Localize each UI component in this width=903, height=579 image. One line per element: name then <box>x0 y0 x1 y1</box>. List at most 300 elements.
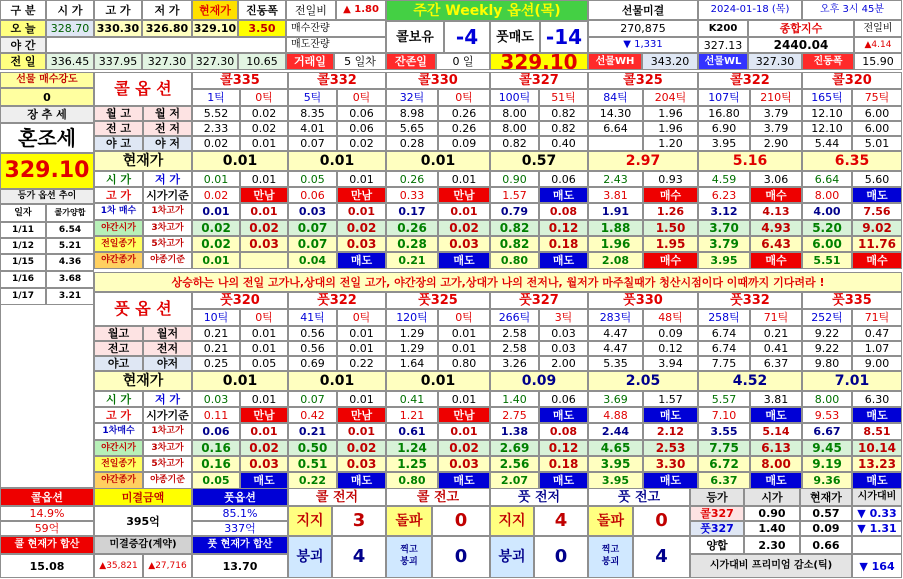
put-sup: 0.01 <box>337 423 386 440</box>
rank-sum: 3.21 <box>46 288 94 305</box>
prev-open: 336.45 <box>46 53 94 70</box>
call-tick-a: 107틱 <box>698 89 750 106</box>
put-sup: 1.25 <box>386 456 438 472</box>
put-val: 0.21 <box>192 326 240 341</box>
put-cur-label: 현재가 <box>94 371 192 391</box>
put-sup: 0.03 <box>337 456 386 472</box>
put-val: 3.26 <box>490 356 539 371</box>
time-label: 오후 3시 45분 <box>802 0 902 20</box>
vol-label: 거래일 <box>286 53 334 70</box>
put-tick-a: 258틱 <box>698 309 750 326</box>
weekly-title: 주간 Weekly 옵션(목) <box>386 0 588 21</box>
call-cur: 0.57 <box>490 151 588 171</box>
call-sup: 3.79 <box>698 236 750 252</box>
put-signal: 만남 <box>337 407 386 423</box>
call-open: 0.01 <box>192 171 240 187</box>
call-val: 3.79 <box>750 121 802 136</box>
bottom-lbl: 붕괴 <box>490 536 534 578</box>
put-high: 9.53 <box>802 407 852 423</box>
left-price: 329.10 <box>0 153 94 189</box>
put-high-lbl: 고 가 <box>94 407 143 423</box>
put-sup: 3.95 <box>588 472 643 489</box>
fwh-label: 선물WH <box>588 53 642 70</box>
call-val: 0.09 <box>438 136 490 151</box>
night-label: 야 간 <box>0 37 46 53</box>
call-strike: 콜335 <box>192 72 288 89</box>
put-tick-a: 120틱 <box>386 309 438 326</box>
call-sup: 0.01 <box>192 203 240 220</box>
put-val: 0.03 <box>539 326 588 341</box>
call-sup: 4.13 <box>750 203 802 220</box>
put-sup: 6.67 <box>802 423 852 440</box>
prev-delta: ▲ 1.80 <box>336 0 386 20</box>
hdr-low: 저 가 <box>142 0 192 20</box>
put-pct: 85.1% <box>192 506 288 521</box>
put-sup: 0.21 <box>288 423 337 440</box>
call-cur-label: 현재가 <box>94 151 192 171</box>
put-high: 2.75 <box>490 407 539 423</box>
call-open: 6.64 <box>802 171 852 187</box>
jd-value: 15.90 <box>854 53 902 70</box>
put-sup-label: 야종기준 <box>143 472 192 489</box>
jjik-top: 찍고 <box>400 545 418 556</box>
call-val: 0.82 <box>539 121 588 136</box>
jjik-top: 찍고 <box>601 545 620 556</box>
call-val: 0.02 <box>337 136 386 151</box>
call-sup: 0.79 <box>490 203 539 220</box>
yh-cur: 0.66 <box>800 536 852 554</box>
put-sup: 0.50 <box>288 440 337 456</box>
put-open: 5.57 <box>698 391 750 407</box>
call-opt-label: 콜옵션 <box>0 488 94 506</box>
call-low: 0.06 <box>539 171 588 187</box>
put-sup-label: 야간종가 <box>94 472 143 489</box>
put-open: 1.40 <box>490 391 539 407</box>
hdr-high: 고 가 <box>94 0 142 20</box>
put-high: 1.21 <box>386 407 438 423</box>
hdr-gubun: 구 분 <box>0 0 46 20</box>
call-sup: 3.70 <box>698 220 750 236</box>
today-open: 328.70 <box>46 20 94 37</box>
call-val: 0.82 <box>490 136 539 151</box>
call-sum-label: 콜 현재가 합산 <box>0 536 94 554</box>
call-low: 0.01 <box>337 171 386 187</box>
put-sup: 0.12 <box>539 440 588 456</box>
call-sup: 0.02 <box>192 236 240 252</box>
put-sup-label: 1차매수 <box>94 423 143 440</box>
put-val: 0.01 <box>337 326 386 341</box>
call-val: 1.20 <box>643 136 698 151</box>
hdr-open: 시 가 <box>46 0 94 20</box>
call-tick-b: 51틱 <box>539 89 588 106</box>
put-val: 0.41 <box>750 341 802 356</box>
call-val: 5.44 <box>802 136 852 151</box>
put-sup: 0.08 <box>539 423 588 440</box>
put-sup: 5.14 <box>750 423 802 440</box>
call-sup: 0.01 <box>240 203 288 220</box>
bottom-val: 0 <box>633 506 690 536</box>
call-val: 1.96 <box>643 121 698 136</box>
eq-call-cur: 0.57 <box>800 506 852 521</box>
put-sup: 0.05 <box>192 472 240 489</box>
today-high: 330.30 <box>94 20 142 37</box>
put-val: 1.07 <box>852 341 902 356</box>
call-high: 0.06 <box>288 187 337 203</box>
trend-value: 혼조세 <box>0 123 94 153</box>
call-val: 0.01 <box>240 136 288 151</box>
strength-label: 선물 매수강도 <box>0 72 94 88</box>
eq-call-open: 0.90 <box>744 506 800 521</box>
k200-value: 327.13 <box>698 37 748 53</box>
today-current: 329.10 <box>193 22 237 35</box>
put-sell-label: 풋매도 <box>490 21 540 53</box>
call-row-label: 월 고 <box>94 106 143 121</box>
call-sup: 0.02 <box>337 220 386 236</box>
bottom-lbl <box>588 536 633 578</box>
call-sup: 3.95 <box>698 252 750 269</box>
put-val: 0.03 <box>539 341 588 356</box>
oi-chg-a: ▲35,821 <box>94 554 143 578</box>
call-tick-a: 165틱 <box>802 89 852 106</box>
vol-value: 5 일차 <box>334 53 386 70</box>
kospi-value: 2440.04 <box>748 37 854 53</box>
call-sup: 2.08 <box>588 252 643 269</box>
put-val: 9.22 <box>802 326 852 341</box>
rank-date: 1/16 <box>0 271 46 288</box>
call-strike: 콜322 <box>698 72 802 89</box>
eq-hdr-1: 시가 <box>744 488 800 506</box>
call-val: 6.00 <box>852 106 902 121</box>
put-open-lbl: 시 가 <box>94 391 143 407</box>
put-sup: 0.06 <box>192 423 240 440</box>
call-val: 0.02 <box>240 106 288 121</box>
call-sup: 매수 <box>750 252 802 269</box>
put-row-label: 월고 <box>94 326 143 341</box>
bottom-hdr: 풋 전저 <box>490 488 588 506</box>
call-open: 4.59 <box>698 171 750 187</box>
bottom-val: 4 <box>332 536 386 578</box>
call-sup: 1.88 <box>588 220 643 236</box>
call-val: 3.95 <box>698 136 750 151</box>
call-val: 12.10 <box>802 121 852 136</box>
put-strike: 풋320 <box>192 292 288 309</box>
put-cur: 0.01 <box>386 371 490 391</box>
call-high: 8.00 <box>802 187 852 203</box>
put-low: 0.06 <box>539 391 588 407</box>
put-sup: 6.37 <box>698 472 750 489</box>
put-sup: 6.13 <box>750 440 802 456</box>
put-sup: 9.19 <box>802 456 852 472</box>
put-sup: 2.12 <box>643 423 698 440</box>
call-cur: 0.01 <box>192 151 288 171</box>
hdr-range: 진동폭 <box>238 0 286 20</box>
put-sup: 0.22 <box>288 472 337 489</box>
put-strike: 풋330 <box>588 292 698 309</box>
call-sup: 11.76 <box>852 236 902 252</box>
put-sup: 0.03 <box>240 456 288 472</box>
call-signal: 매수 <box>750 187 802 203</box>
call-val: 2.33 <box>192 121 240 136</box>
call-signal: 만남 <box>240 187 288 203</box>
put-val: 9.22 <box>802 341 852 356</box>
call-val: 1.96 <box>643 106 698 121</box>
put-val: 0.01 <box>337 341 386 356</box>
call-cur: 0.01 <box>386 151 490 171</box>
bottom-lbl: 돌파 <box>386 506 432 536</box>
call-row-label: 월 저 <box>143 106 192 121</box>
call-sum-value: 15.08 <box>0 554 94 578</box>
put-val: 0.56 <box>288 326 337 341</box>
call-sup: 0.17 <box>386 203 438 220</box>
put-strike: 풋332 <box>698 292 802 309</box>
call-val: 6.00 <box>852 121 902 136</box>
fwl-label: 선물WL <box>698 53 748 70</box>
prem-label: 시가대비 프리미엄 감소(틱) <box>690 554 852 578</box>
call-val: 0.28 <box>386 136 438 151</box>
fwh-value: 343.20 <box>642 53 698 70</box>
call-high: 1.57 <box>490 187 539 203</box>
put-val: 5.35 <box>588 356 643 371</box>
sell-remain: 매도잔량 <box>286 37 386 53</box>
notice-banner: 상승하는 나의 전일 고가나,상대의 전일 고가, 야간장의 고가,상대가 나의 전저나, 월저가 마주칠때가 청산시점이다 이때까지 기다려라 ! <box>94 272 902 292</box>
put-sup: 4.65 <box>588 440 643 456</box>
put-low: 0.01 <box>337 391 386 407</box>
bottom-val: 4 <box>534 506 588 536</box>
rank-date: 1/12 <box>0 238 46 254</box>
put-val: 2.58 <box>490 326 539 341</box>
call-sup: 0.82 <box>490 220 539 236</box>
put-val: 0.25 <box>192 356 240 371</box>
rank-sum: 6.54 <box>46 222 94 238</box>
put-sup: 0.01 <box>240 423 288 440</box>
bottom-val: 0 <box>432 506 490 536</box>
call-open: 0.05 <box>288 171 337 187</box>
call-sup: 1.95 <box>643 236 698 252</box>
put-tick-b: 71틱 <box>750 309 802 326</box>
put-open-lbl: 저 가 <box>143 391 192 407</box>
call-sup: 6.00 <box>802 236 852 252</box>
call-tick-b: 0틱 <box>337 89 386 106</box>
put-cur: 0.01 <box>192 371 288 391</box>
call-tick-a: 32틱 <box>386 89 438 106</box>
rank-label: 등가 옵션 추이 <box>0 189 94 204</box>
put-low: 0.01 <box>438 391 490 407</box>
fwl-value: 327.30 <box>748 53 802 70</box>
oi-chg-label: 미결증감(계약) <box>94 536 192 554</box>
put-sum-value: 13.70 <box>192 554 288 578</box>
call-tick-a: 1틱 <box>192 89 240 106</box>
call-sup-label: 야간시가 <box>94 220 143 236</box>
put-sup: 9.36 <box>802 472 852 489</box>
call-val: 0.26 <box>438 106 490 121</box>
put-tick-a: 252틱 <box>802 309 852 326</box>
hdr-current: 현재가 <box>192 0 238 20</box>
jjik-bottom: 붕괴 <box>601 557 620 567</box>
call-cur: 6.35 <box>802 151 902 171</box>
call-sup: 5.51 <box>802 252 852 269</box>
put-opt-label: 풋옵션 <box>192 488 288 506</box>
put-title: 풋 옵 션 <box>94 292 192 326</box>
yh-open: 2.30 <box>744 536 800 554</box>
prev-range: 10.65 <box>238 53 286 70</box>
call-sup-label: 3차고가 <box>143 220 192 236</box>
put-val: 0.80 <box>438 356 490 371</box>
call-sup: 1.50 <box>643 220 698 236</box>
put-low: 3.81 <box>750 391 802 407</box>
call-sup: 0.03 <box>288 203 337 220</box>
call-sup: 매도 <box>337 252 386 269</box>
put-sup: 1.24 <box>386 440 438 456</box>
put-high: 7.10 <box>698 407 750 423</box>
call-sup: 1.26 <box>643 203 698 220</box>
call-open-lbl: 시 가 <box>94 171 143 187</box>
prev-low: 327.30 <box>142 53 192 70</box>
put-cnt: 337억 <box>192 521 288 536</box>
put-val: 0.21 <box>192 341 240 356</box>
put-low: 0.01 <box>240 391 288 407</box>
call-strike: 콜332 <box>288 72 386 89</box>
put-row-label: 전저 <box>143 341 192 356</box>
call-high-lbl: 시가기준 <box>143 187 192 203</box>
call-strike: 콜327 <box>490 72 588 89</box>
put-val: 6.74 <box>698 341 750 356</box>
call-low: 3.06 <box>750 171 802 187</box>
call-val: 6.64 <box>588 121 643 136</box>
call-sup <box>240 252 288 269</box>
call-signal: 매수 <box>643 187 698 203</box>
eq-put-cur: 0.09 <box>800 521 852 536</box>
buy-remain: 매수잔량 <box>286 20 386 37</box>
bottom-lbl: 붕괴 <box>288 536 332 578</box>
call-val: 0.02 <box>240 121 288 136</box>
put-sup: 0.03 <box>438 456 490 472</box>
put-sup: 매도 <box>438 472 490 489</box>
put-val: 9.00 <box>852 356 902 371</box>
put-val: 0.12 <box>643 341 698 356</box>
call-sup: 0.04 <box>288 252 337 269</box>
call-signal: 만남 <box>438 187 490 203</box>
call-high: 6.23 <box>698 187 750 203</box>
put-val: 4.47 <box>588 341 643 356</box>
put-signal: 만남 <box>438 407 490 423</box>
put-high: 4.88 <box>588 407 643 423</box>
put-sup: 2.53 <box>643 440 698 456</box>
prevday-label: 전일비 <box>854 20 902 37</box>
put-val: 0.21 <box>750 326 802 341</box>
put-sup: 0.02 <box>240 440 288 456</box>
prem-value: ▼ 164 <box>852 554 902 578</box>
put-row-label: 야고 <box>94 356 143 371</box>
put-low: 1.57 <box>643 391 698 407</box>
call-cur: 5.16 <box>698 151 802 171</box>
put-val: 0.01 <box>438 341 490 356</box>
call-open: 2.43 <box>588 171 643 187</box>
call-high: 3.81 <box>588 187 643 203</box>
put-signal: 매도 <box>750 407 802 423</box>
fut-oi-delta: ▼ 1,331 <box>588 37 698 53</box>
rank-col2: 콜가양합 <box>46 204 94 222</box>
eq-hdr-0: 등가 <box>690 488 744 506</box>
call-sup-label: 1차 매수 <box>94 203 143 220</box>
call-open-lbl: 저 가 <box>143 171 192 187</box>
put-sup-label: 1차고가 <box>143 423 192 440</box>
call-val: 0.40 <box>539 136 588 151</box>
call-sup: 4.93 <box>750 220 802 236</box>
call-strike: 콜320 <box>802 72 902 89</box>
put-cur: 0.09 <box>490 371 588 391</box>
put-val: 0.22 <box>337 356 386 371</box>
put-val: 6.74 <box>698 326 750 341</box>
rank-date: 1/17 <box>0 288 46 305</box>
put-val: 0.69 <box>288 356 337 371</box>
put-signal: 만남 <box>240 407 288 423</box>
put-sup: 0.18 <box>539 456 588 472</box>
call-val: 5.01 <box>852 136 902 151</box>
call-row-label: 전 고 <box>94 121 143 136</box>
call-low: 0.01 <box>240 171 288 187</box>
call-val: 5.52 <box>192 106 240 121</box>
call-sup: 0.02 <box>240 220 288 236</box>
put-sup: 0.51 <box>288 456 337 472</box>
put-val: 1.64 <box>386 356 438 371</box>
put-val: 2.58 <box>490 341 539 356</box>
put-tick-a: 283틱 <box>588 309 643 326</box>
put-strike: 풋327 <box>490 292 588 309</box>
today-range: 3.50 <box>238 20 286 37</box>
strength-value: 0 <box>0 88 94 106</box>
call-val: 8.00 <box>490 106 539 121</box>
call-sup: 5.20 <box>802 220 852 236</box>
put-high: 0.42 <box>288 407 337 423</box>
put-strike: 풋335 <box>802 292 902 309</box>
call-open: 0.90 <box>490 171 539 187</box>
rank-date: 1/11 <box>0 222 46 238</box>
call-sup: 매수 <box>643 252 698 269</box>
put-val: 0.01 <box>438 326 490 341</box>
put-cur: 7.01 <box>802 371 902 391</box>
eq-hdr-2: 현재가 <box>800 488 852 506</box>
call-val: 0.06 <box>337 106 386 121</box>
call-sup: 매도 <box>438 252 490 269</box>
bottom-val: 3 <box>332 506 386 536</box>
call-cnt: 59억 <box>0 521 94 536</box>
put-sup: 매도 <box>240 472 288 489</box>
call-val: 4.01 <box>288 121 337 136</box>
call-val: 0.82 <box>539 106 588 121</box>
call-val: 0.02 <box>192 136 240 151</box>
put-val: 0.01 <box>240 341 288 356</box>
put-sup: 0.02 <box>337 440 386 456</box>
put-sup: 0.80 <box>386 472 438 489</box>
trend-label: 장 추 세 <box>0 106 94 123</box>
call-tick-b: 0틱 <box>240 89 288 106</box>
put-tick-b: 71틱 <box>852 309 902 326</box>
put-sup-label: 3차고가 <box>143 440 192 456</box>
call-hold-label: 콜보유 <box>386 21 444 53</box>
eq-put-open: 1.40 <box>744 521 800 536</box>
put-val: 0.09 <box>643 326 698 341</box>
night-empty <box>46 37 286 53</box>
put-sup-label: 5차고가 <box>143 456 192 472</box>
put-sup: 매도 <box>750 472 802 489</box>
call-sup-label: 전일종가 <box>94 236 143 252</box>
call-sup-label: 5차고가 <box>143 236 192 252</box>
call-sup: 0.03 <box>337 236 386 252</box>
call-open: 0.26 <box>386 171 438 187</box>
call-sup: 0.01 <box>192 252 240 269</box>
bottom-val: 0 <box>432 536 490 578</box>
call-sup-label: 야종기준 <box>143 252 192 269</box>
